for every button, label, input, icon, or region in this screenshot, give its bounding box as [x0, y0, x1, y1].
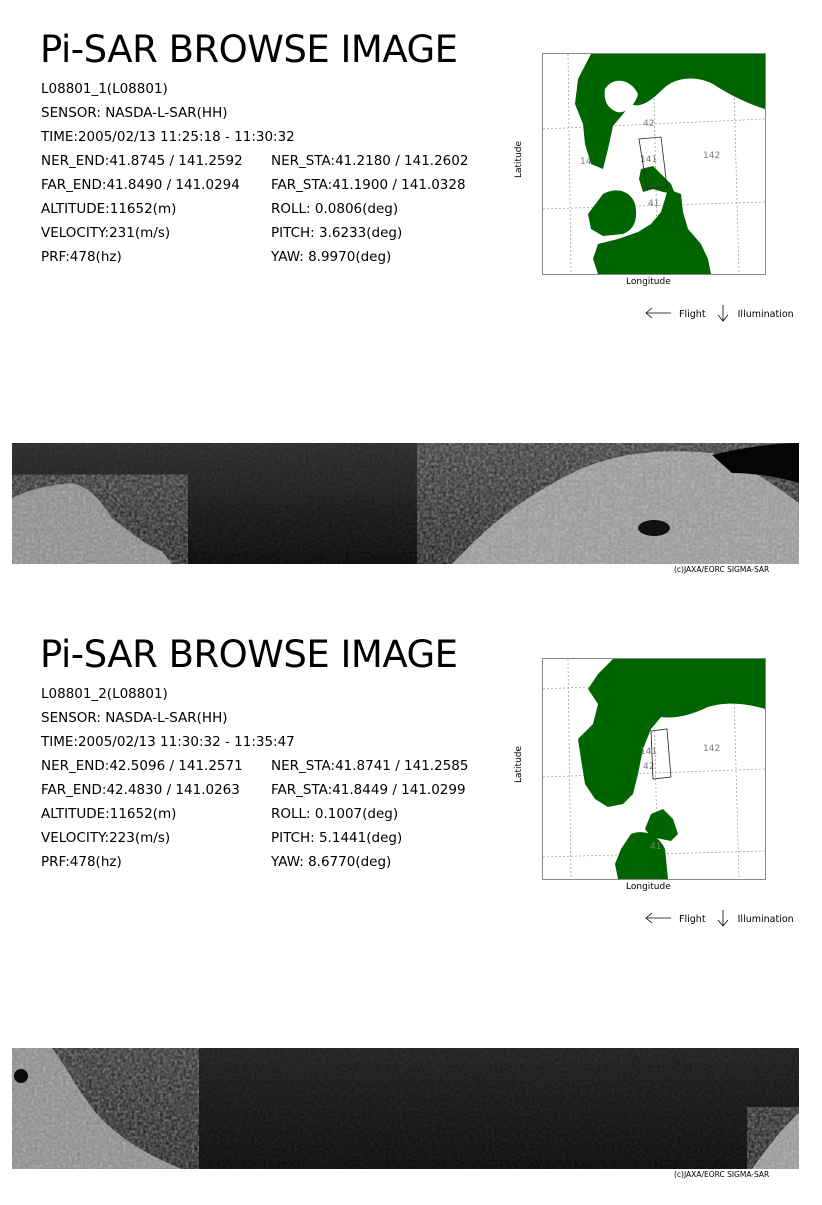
location-map [542, 53, 766, 275]
prf-text: PRF:478(hz) [41, 249, 122, 265]
prf-text: PRF:478(hz) [41, 854, 122, 870]
illumination-label: Illumination [737, 309, 794, 320]
time-text: TIME:2005/02/13 11:30:32 - 11:35:47 [41, 734, 295, 750]
map-label-142: 142 [703, 151, 721, 161]
left-arrow-icon [644, 912, 672, 927]
flight-label: Flight [679, 309, 706, 320]
altitude-text: ALTITUDE:11652(m) [41, 201, 177, 217]
sar-strip-image [12, 1048, 799, 1169]
sar-strip-image [12, 443, 799, 564]
yaw-text: YAW: 8.6770(deg) [271, 854, 392, 870]
land-shape [575, 54, 765, 274]
pitch-text: PITCH: 3.6233(deg) [271, 225, 403, 241]
velocity-text: VELOCITY:231(m/s) [41, 225, 171, 241]
ner-end-text: NER_END:41.8745 / 141.2592 [41, 153, 243, 169]
down-arrow-icon [717, 909, 729, 930]
far-end-text: FAR_END:42.4830 / 141.0263 [41, 782, 240, 798]
map-label-141: 141 [640, 747, 658, 757]
map-label-42: 42 [643, 762, 655, 772]
ner-end-text: NER_END:42.5096 / 141.2571 [41, 758, 243, 774]
longitude-axis-label: Longitude [626, 277, 671, 287]
scene-id: L08801_2(L08801) [41, 686, 168, 702]
page-title: Pi-SAR BROWSE IMAGE [40, 633, 458, 676]
credit-text: (c)JAXA/EORC SIGMA-SAR [674, 565, 770, 574]
sensor-text: SENSOR: NASDA-L-SAR(HH) [41, 105, 228, 121]
illumination-label: Illumination [737, 914, 794, 925]
far-sta-text: FAR_STA:41.8449 / 141.0299 [271, 782, 466, 798]
map-label-41: 41 [648, 199, 660, 209]
far-sta-text: FAR_STA:41.1900 / 141.0328 [271, 177, 466, 193]
altitude-text: ALTITUDE:11652(m) [41, 806, 177, 822]
pitch-text: PITCH: 5.1441(deg) [271, 830, 403, 846]
browse-record-1 [0, 0, 822, 600]
longitude-axis-label: Longitude [626, 882, 671, 892]
land-shape [578, 659, 765, 879]
velocity-text: VELOCITY:223(m/s) [41, 830, 171, 846]
ner-sta-text: NER_STA:41.2180 / 141.2602 [271, 153, 469, 169]
roll-text: ROLL: 0.1007(deg) [271, 806, 399, 822]
legend [644, 304, 794, 325]
browse-record-2 [0, 605, 822, 1205]
far-end-text: FAR_END:41.8490 / 141.0294 [41, 177, 240, 193]
latitude-axis-label: Latitude [514, 140, 524, 178]
page-title: Pi-SAR BROWSE IMAGE [40, 28, 458, 71]
map-label-42: 42 [643, 119, 655, 129]
location-map [542, 658, 766, 880]
map-label-142: 142 [703, 744, 721, 754]
down-arrow-icon [717, 304, 729, 325]
latitude-axis-label: Latitude [514, 745, 524, 783]
scene-id: L08801_1(L08801) [41, 81, 168, 97]
map-label-141: 141 [640, 155, 658, 165]
yaw-text: YAW: 8.9970(deg) [271, 249, 392, 265]
ner-sta-text: NER_STA:41.8741 / 141.2585 [271, 758, 469, 774]
sensor-text: SENSOR: NASDA-L-SAR(HH) [41, 710, 228, 726]
credit-text: (c)JAXA/EORC SIGMA-SAR [674, 1170, 770, 1179]
time-text: TIME:2005/02/13 11:25:18 - 11:30:32 [41, 129, 295, 145]
legend [644, 909, 794, 930]
map-label-14: 14 [580, 157, 592, 167]
flight-label: Flight [679, 914, 706, 925]
roll-text: ROLL: 0.0806(deg) [271, 201, 399, 217]
map-label-41: 41 [650, 842, 662, 852]
left-arrow-icon [644, 307, 672, 322]
